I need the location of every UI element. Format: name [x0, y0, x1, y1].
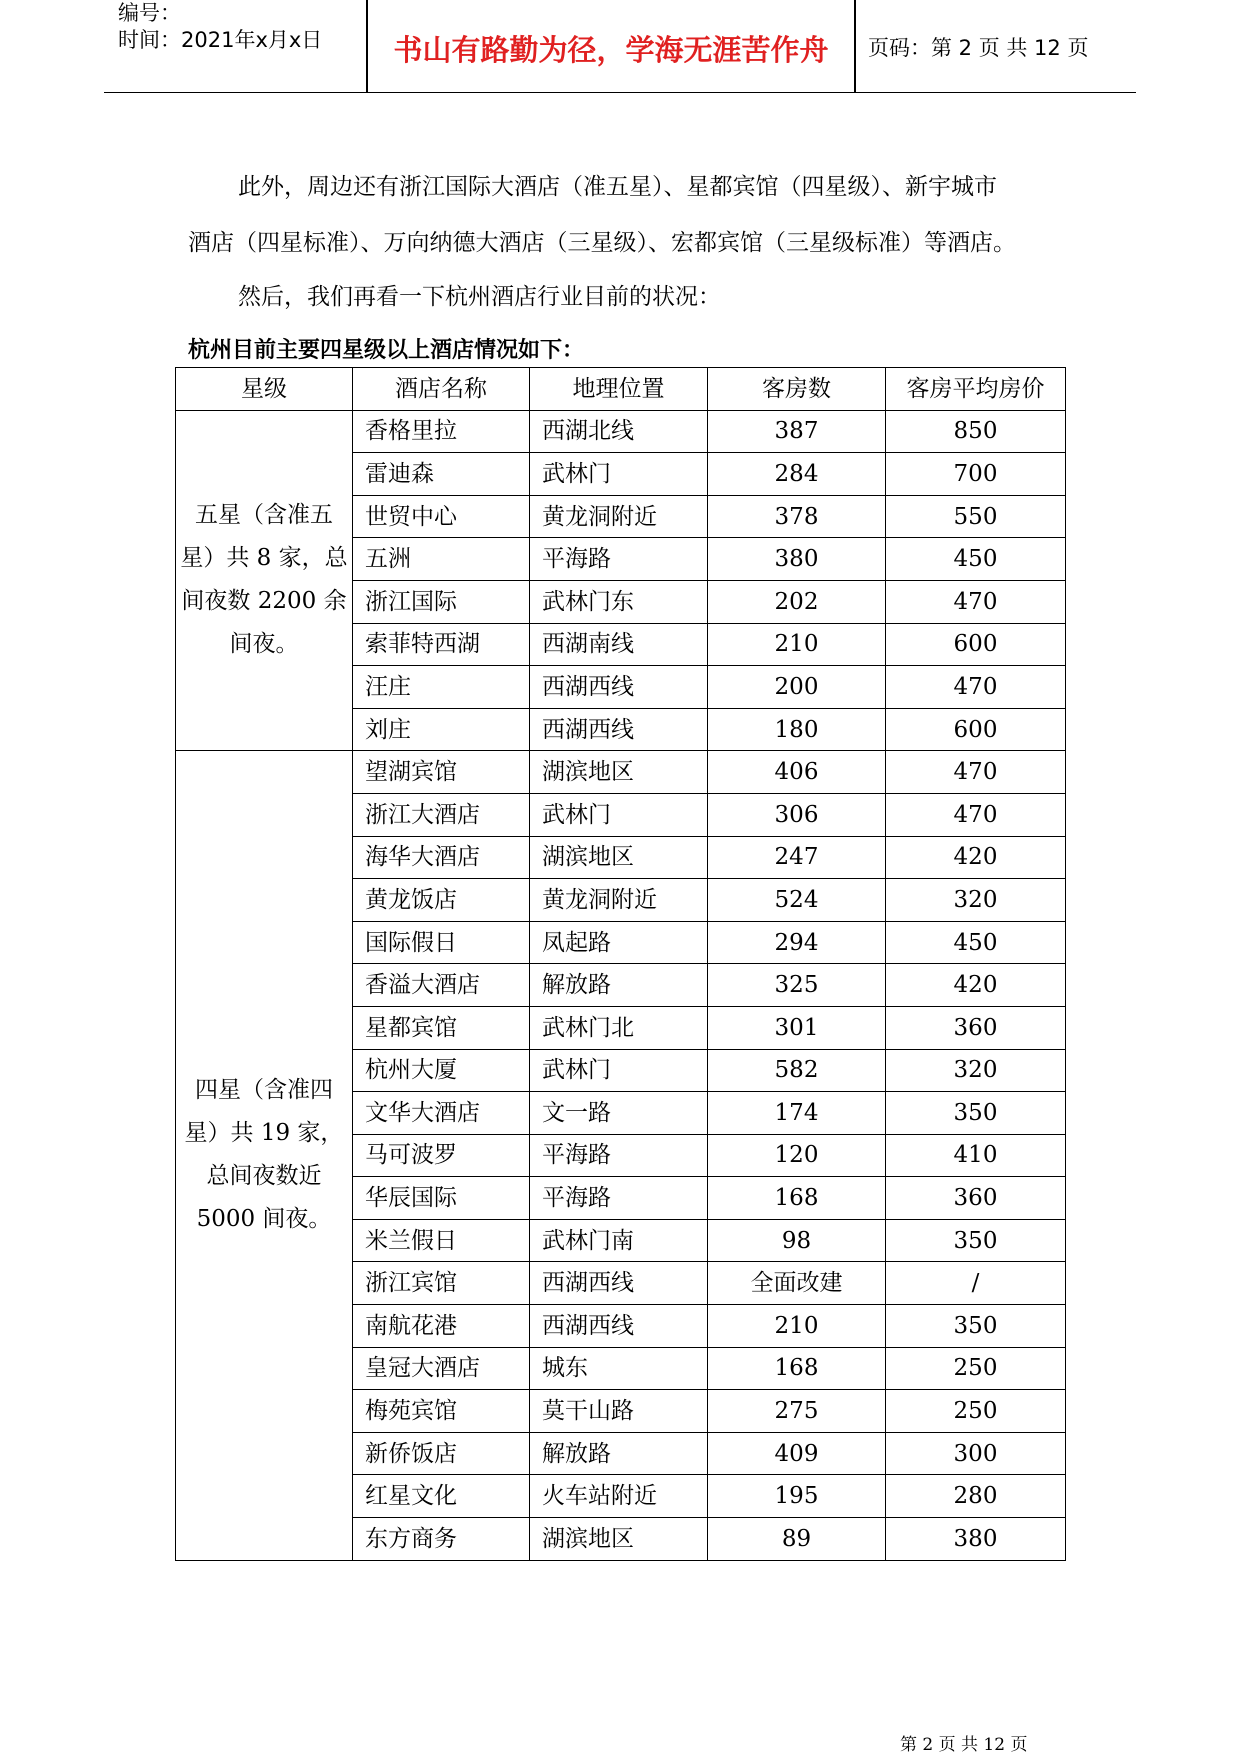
price-cell: /	[886, 1262, 1066, 1305]
header-page-label: 页码：第 2 页 共 12 页	[868, 36, 1089, 60]
table-row	[176, 410, 1066, 453]
rooms-cell: 378	[708, 495, 886, 538]
rooms-cell: 301	[708, 1006, 886, 1049]
location-cell: 平海路	[530, 1177, 708, 1220]
location-cell: 平海路	[530, 538, 708, 581]
hotel-table	[175, 367, 1066, 1561]
price-cell: 300	[886, 1432, 1066, 1475]
rooms-cell: 89	[708, 1518, 886, 1561]
hotel-name-cell: 梅苑宾馆	[353, 1390, 530, 1433]
hotel-name-cell: 望湖宾馆	[353, 751, 530, 794]
location-cell: 武林门	[530, 793, 708, 836]
hotel-name-cell: 浙江宾馆	[353, 1262, 530, 1305]
rooms-cell: 325	[708, 964, 886, 1007]
header-meta	[118, 0, 322, 54]
location-cell: 解放路	[530, 1432, 708, 1475]
time-label: 时间：2021年x月x日	[118, 28, 323, 52]
hotel-name-cell: 世贸中心	[353, 495, 530, 538]
price-cell: 550	[886, 495, 1066, 538]
hotel-name-cell: 索菲特西湖	[353, 623, 530, 666]
price-cell: 700	[886, 453, 1066, 496]
rooms-cell: 524	[708, 879, 886, 922]
price-cell: 450	[886, 921, 1066, 964]
hotel-name-cell: 海华大酒店	[353, 836, 530, 879]
rooms-cell: 582	[708, 1049, 886, 1092]
hotel-name-cell: 浙江国际	[353, 580, 530, 623]
location-cell: 武林门南	[530, 1219, 708, 1262]
column-header: 星级	[176, 368, 353, 411]
rooms-cell: 247	[708, 836, 886, 879]
price-cell: 360	[886, 1006, 1066, 1049]
hotel-name-cell: 五洲	[353, 538, 530, 581]
location-cell: 湖滨地区	[530, 751, 708, 794]
rooms-cell: 387	[708, 410, 886, 453]
location-cell: 西湖西线	[530, 666, 708, 709]
hotel-name-cell: 香溢大酒店	[353, 964, 530, 1007]
price-cell: 320	[886, 879, 1066, 922]
rooms-cell: 380	[708, 538, 886, 581]
hotel-name-cell: 南航花港	[353, 1305, 530, 1348]
table-header-row	[176, 368, 1066, 411]
price-cell: 350	[886, 1305, 1066, 1348]
rooms-cell: 174	[708, 1092, 886, 1135]
paragraph-line: 酒店（四星标准）、万向纳德大酒店（三星级）、宏都宾馆（三星级标准）等酒店。	[188, 230, 1016, 256]
column-header: 酒店名称	[353, 368, 530, 411]
price-cell: 350	[886, 1092, 1066, 1135]
price-cell: 470	[886, 751, 1066, 794]
column-header: 客房数	[708, 368, 886, 411]
location-cell: 西湖南线	[530, 623, 708, 666]
price-cell: 320	[886, 1049, 1066, 1092]
rooms-cell: 195	[708, 1475, 886, 1518]
rooms-cell: 275	[708, 1390, 886, 1433]
rooms-cell: 180	[708, 708, 886, 751]
rooms-cell: 168	[708, 1347, 886, 1390]
price-cell: 420	[886, 964, 1066, 1007]
paragraph: 然后，我们再看一下杭州酒店行业目前的状况：	[238, 284, 721, 310]
location-cell: 黄龙洞附近	[530, 495, 708, 538]
price-cell: 380	[886, 1518, 1066, 1561]
rooms-cell: 168	[708, 1177, 886, 1220]
rooms-cell: 98	[708, 1219, 886, 1262]
location-cell: 莫干山路	[530, 1390, 708, 1433]
location-cell: 西湖北线	[530, 410, 708, 453]
paragraph-line: 此外，周边还有浙江国际大酒店（准五星）、星都宾馆（四星级）、新宇城市	[238, 174, 997, 200]
location-cell: 凤起路	[530, 921, 708, 964]
price-cell: 450	[886, 538, 1066, 581]
rooms-cell: 202	[708, 580, 886, 623]
location-cell: 武林门东	[530, 580, 708, 623]
table-caption: 杭州目前主要四星级以上酒店情况如下：	[188, 338, 585, 363]
price-cell: 360	[886, 1177, 1066, 1220]
location-cell: 武林门	[530, 1049, 708, 1092]
hotel-table-body	[176, 368, 1066, 1561]
price-cell: 600	[886, 623, 1066, 666]
page-footer: 第 2 页 共 12 页	[900, 1735, 1028, 1755]
page-header	[104, 0, 1136, 93]
hotel-name-cell: 文华大酒店	[353, 1092, 530, 1135]
price-cell: 350	[886, 1219, 1066, 1262]
price-cell: 470	[886, 580, 1066, 623]
price-cell: 600	[886, 708, 1066, 751]
hotel-name-cell: 马可波罗	[353, 1134, 530, 1177]
rooms-cell: 306	[708, 793, 886, 836]
price-cell: 470	[886, 793, 1066, 836]
hotel-name-cell: 米兰假日	[353, 1219, 530, 1262]
number-label: 编号：	[118, 1, 181, 25]
hotel-name-cell: 皇冠大酒店	[353, 1347, 530, 1390]
location-cell: 平海路	[530, 1134, 708, 1177]
header-motto: 书山有路勤为径，学海无涯苦作舟	[393, 33, 829, 67]
hotel-name-cell: 红星文化	[353, 1475, 530, 1518]
hotel-name-cell: 香格里拉	[353, 410, 530, 453]
column-header: 客房平均房价	[886, 368, 1066, 411]
rooms-cell: 294	[708, 921, 886, 964]
hotel-name-cell: 刘庄	[353, 708, 530, 751]
rooms-cell: 210	[708, 623, 886, 666]
column-header: 地理位置	[530, 368, 708, 411]
header-divider	[854, 0, 856, 92]
star-group-label: 四星（含准四星）共 19 家，总间夜数近 5000 间夜。	[176, 751, 353, 1560]
price-cell: 850	[886, 410, 1066, 453]
hotel-name-cell: 东方商务	[353, 1518, 530, 1561]
rooms-cell: 406	[708, 751, 886, 794]
location-cell: 武林门北	[530, 1006, 708, 1049]
location-cell: 火车站附近	[530, 1475, 708, 1518]
location-cell: 湖滨地区	[530, 1518, 708, 1561]
location-cell: 城东	[530, 1347, 708, 1390]
rooms-cell: 210	[708, 1305, 886, 1348]
hotel-name-cell: 华辰国际	[353, 1177, 530, 1220]
rooms-cell: 200	[708, 666, 886, 709]
rooms-cell: 409	[708, 1432, 886, 1475]
rooms-cell: 284	[708, 453, 886, 496]
rooms-cell: 全面改建	[708, 1262, 886, 1305]
location-cell: 武林门	[530, 453, 708, 496]
hotel-name-cell: 新侨饭店	[353, 1432, 530, 1475]
price-cell: 470	[886, 666, 1066, 709]
price-cell: 420	[886, 836, 1066, 879]
price-cell: 250	[886, 1347, 1066, 1390]
hotel-name-cell: 黄龙饭店	[353, 879, 530, 922]
location-cell: 湖滨地区	[530, 836, 708, 879]
star-group-label: 五星（含准五星）共 8 家，总间夜数 2200 余间夜。	[176, 410, 353, 751]
location-cell: 文一路	[530, 1092, 708, 1135]
location-cell: 解放路	[530, 964, 708, 1007]
hotel-name-cell: 浙江大酒店	[353, 793, 530, 836]
price-cell: 280	[886, 1475, 1066, 1518]
hotel-name-cell: 杭州大厦	[353, 1049, 530, 1092]
location-cell: 西湖西线	[530, 1262, 708, 1305]
price-cell: 410	[886, 1134, 1066, 1177]
rooms-cell: 120	[708, 1134, 886, 1177]
location-cell: 黄龙洞附近	[530, 879, 708, 922]
location-cell: 西湖西线	[530, 708, 708, 751]
table-row	[176, 751, 1066, 794]
price-cell: 250	[886, 1390, 1066, 1433]
hotel-name-cell: 星都宾馆	[353, 1006, 530, 1049]
hotel-name-cell: 汪庄	[353, 666, 530, 709]
hotel-name-cell: 国际假日	[353, 921, 530, 964]
location-cell: 西湖西线	[530, 1305, 708, 1348]
hotel-name-cell: 雷迪森	[353, 453, 530, 496]
